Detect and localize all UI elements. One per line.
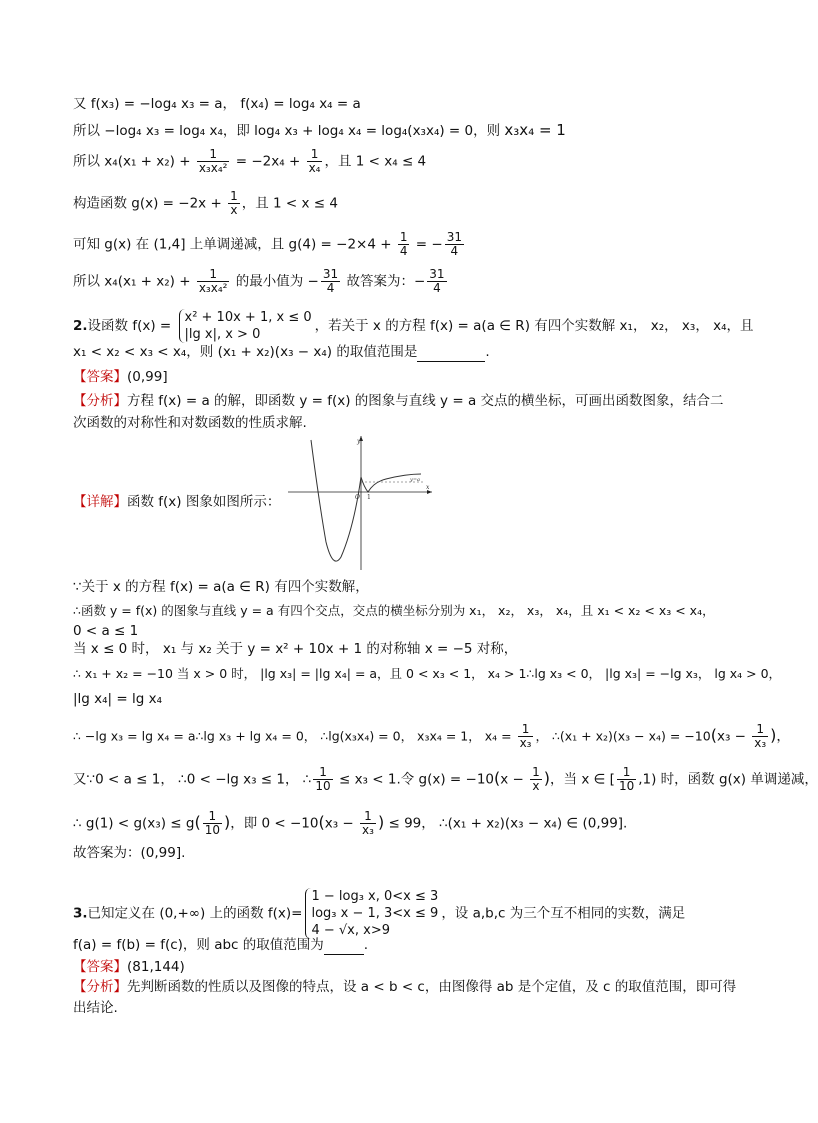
- tick-label: 1: [367, 494, 371, 501]
- y-label: y: [357, 438, 361, 445]
- q3-analysis: 【分析】先判断函数的性质以及图像的特点，设 a < b < c，由图像得 ab 是个定值，及 c 的取值范围，即可得: [73, 979, 737, 995]
- fraction: $\frac{1}{\text{x₃x₄²}}$: [198, 147, 228, 175]
- q2-step-2: ∴函数 y = f(x) 的图象与直线 y = a 有四个交点，交点的横坐标分别为 x₁， x₂， x₃， x₄，且 x₁ < x₂ < x₃ < x₄，: [73, 603, 715, 618]
- fraction: $\frac{1}{4}$: [399, 230, 408, 258]
- piecewise-brace: x² + 10x + 1, x ≤ 0 |lg x|, x > 0: [179, 309, 312, 343]
- q2-step-9: ∴ g(1) < g(x₃) ≤ g( $\frac{1}{10}$ )，即 0 < −10(x₃ − $\frac{1}{\text{x₃}}$ ) ≤ 99， ∴(x₁ + x₂)(x₃ − x₄) ∈ (0,99].: [73, 809, 628, 837]
- q3-statement-2: f(a) = f(b) = f(c)，则 abc 的取值范围为 .: [73, 937, 369, 953]
- answer-blank: [417, 343, 485, 362]
- q2-detail: 【详解】函数 f(x) 图象如图所示：: [73, 494, 281, 510]
- line-2: 所以 −log₄ x₃ = log₄ x₄，即 log₄ x₃ + log₄ x₄ = log₄(x₃x₄) = 0，则 x₃x₄ = 1: [73, 121, 566, 139]
- x-label: x: [426, 484, 430, 491]
- function-graph: [286, 432, 434, 572]
- q2-analysis-2: 次函数的对称性和对数函数的性质求解.: [73, 415, 307, 431]
- line-1: 又 f(x₃) = −log₄ x₃ = a， f(x₄) = log₄ x₄ = a: [73, 96, 361, 112]
- q2-statement-2: x₁ < x₂ < x₃ < x₄，则 (x₁ + x₂)(x₃ − x₄) 的取值范围是 .: [73, 344, 490, 360]
- line-4: 构造函数 g(x) = −2x + $\frac{1}{x}$ ，且 1 < x ≤ 4: [73, 189, 338, 217]
- parabola-curve: [311, 440, 361, 561]
- q2-answer: 【答案】(0,99]: [73, 369, 168, 385]
- line-5: 可知 g(x) 在 (1,4] 上单调递减，且 g(4) = −2×4 + $\frac{1}{4}$ = − $\frac{31}{4}$: [73, 230, 462, 258]
- q2-step-3: 0 < a ≤ 1: [73, 623, 139, 639]
- q2-step-4: 当 x ≤ 0 时， x₁ 与 x₂ 关于 y = x² + 10x + 1 的对称轴 x = −5 对称，: [73, 641, 518, 657]
- q3-answer: 【答案】(81,144): [73, 959, 185, 975]
- q2-step-6: |lg x₄| = lg x₄: [73, 691, 163, 707]
- answer-blank: [324, 936, 364, 955]
- fraction: $\frac{1}{x}$: [532, 765, 540, 793]
- fraction: $\frac{1}{10}$: [204, 809, 220, 837]
- line-3: 所以 x₄(x₁ + x₂) + $\frac{1}{\text{x₃x₄²}}$ = −2x₄ + $\frac{1}{\text{x₄}}$ ，且 1 < x₄ ≤ 4: [73, 147, 427, 175]
- fraction: $\frac{1}{x}$: [230, 189, 238, 217]
- fraction: $\frac{1}{10}$: [315, 765, 331, 793]
- q2-step-1: ∵关于 x 的方程 f(x) = a(a ∈ R) 有四个实数解，: [73, 579, 369, 595]
- q3-analysis-2: 出结论.: [73, 1000, 118, 1016]
- q2-statement: 2.设函数 f(x) = x² + 10x + 1, x ≤ 0 |lg x|, x > 0 ，若关于 x 的方程 f(x) = a(a ∈ R) 有四个实数解 x₁， x₂， x₃， x₄，且: [73, 310, 754, 342]
- fraction: $\frac{1}{\text{x₃}}$: [754, 722, 767, 750]
- q3-statement: 3.已知定义在 (0,+∞) 上的函数 f(x)= 1 − log₃ x, 0<x ≤ 3 log₃ x − 1, 3<x ≤ 9 4 − √x, x>9 ，设 a,b,c 为三个互不相同的实数，满足: [73, 889, 686, 938]
- fraction: $\frac{1}{\text{x₃}}$: [362, 809, 374, 837]
- q2-step-5: ∴ x₁ + x₂ = −10 当 x > 0 时， |lg x₃| = |lg x₄| = a，且 0 < x₃ < 1， x₄ > 1∴lg x₃ < 0， |lg x₃| = −lg x₃， lg x₄ > 0，: [73, 666, 782, 681]
- line-6: 所以 x₄(x₁ + x₂) + $\frac{1}{\text{x₃x₄²}}$ 的最小值为 − $\frac{31}{4}$ 故答案为：− $\frac{31}{4}$: [73, 267, 445, 295]
- q2-analysis: 【分析】方程 f(x) = a 的解，即函数 y = f(x) 的图象与直线 y = a 交点的横坐标，可画出函数图象，结合二: [73, 393, 724, 409]
- q2-step-7: ∴ −lg x₃ = lg x₄ = a∴lg x₃ + lg x₄ = 0， ∴lg(x₃x₄) = 0， x₃x₄ = 1， x₄ = $\frac{1}{\text{x₃}}$ ， ∴(x₁ + x₂)(x₃ − x₄) = −10(x₃ − $\frac{1}{\text{x₃}}$ )，: [73, 722, 790, 750]
- fraction: $\frac{31}{4}$: [322, 267, 339, 295]
- line-label: y=a: [410, 477, 420, 483]
- fraction: $\frac{31}{4}$: [429, 267, 445, 295]
- fraction: $\frac{1}{\text{x₃x₄²}}$: [198, 267, 228, 295]
- q2-conclusion: 故答案为：(0,99].: [73, 845, 186, 861]
- fraction: $\frac{1}{10}$: [618, 765, 635, 793]
- fraction: $\frac{31}{4}$: [446, 230, 462, 258]
- fraction: $\frac{1}{\text{x₃}}$: [519, 722, 532, 750]
- fraction: $\frac{1}{\text{x₄}}$: [308, 147, 321, 175]
- origin-label: O: [355, 494, 360, 501]
- piecewise-brace: 1 − log₃ x, 0<x ≤ 3 log₃ x − 1, 3<x ≤ 9 4 − √x, x>9: [305, 888, 438, 939]
- q2-step-8: 又∵0 < a ≤ 1， ∴0 < −lg x₃ ≤ 1， ∴ $\frac{1}{10}$ ≤ x₃ < 1.令 g(x) = −10(x − $\frac{1}{x}$ )，当 x ∈ [ $\frac{1}{10}$ ,1) 时，函数 g(x) 单调递减，: [73, 765, 818, 793]
